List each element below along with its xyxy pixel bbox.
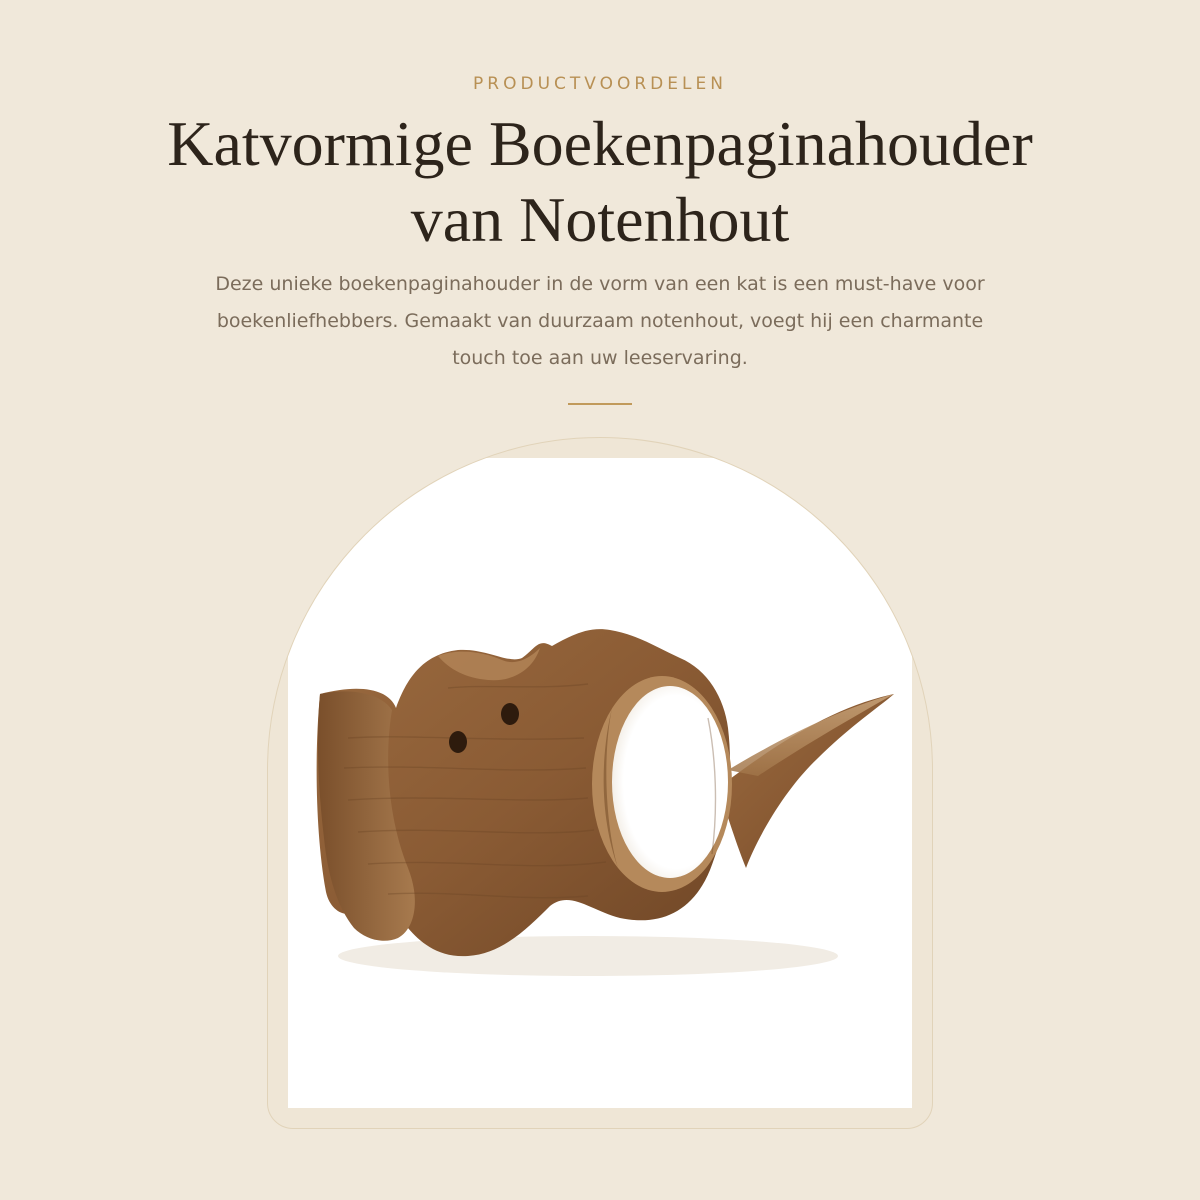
description-line-1: Deze unieke boekenpaginahouder in de vorm van een kat is een must-have voor bbox=[215, 273, 985, 295]
gold-divider bbox=[568, 403, 632, 405]
cat-eye-left bbox=[449, 731, 467, 753]
description-line-2: boekenliefhebbers. Gemaakt van duurzaam notenhout, voegt hij een charmante bbox=[216, 310, 984, 332]
product-photo bbox=[288, 458, 912, 1108]
page-title bbox=[100, 106, 1100, 258]
section-eyebrow: PRODUCTVOORDELEN bbox=[473, 74, 727, 94]
product-description bbox=[180, 266, 1020, 377]
cat-eye-right bbox=[501, 703, 519, 725]
page-title-line-2: van Notenhout bbox=[410, 184, 790, 255]
page-title-line-1: Katvormige Boekenpaginahouder bbox=[167, 108, 1033, 179]
product-image-card bbox=[267, 437, 933, 1129]
description-line-3: touch toe aan uw leeservaring. bbox=[452, 347, 748, 369]
cat-page-holder-image bbox=[288, 458, 912, 1108]
